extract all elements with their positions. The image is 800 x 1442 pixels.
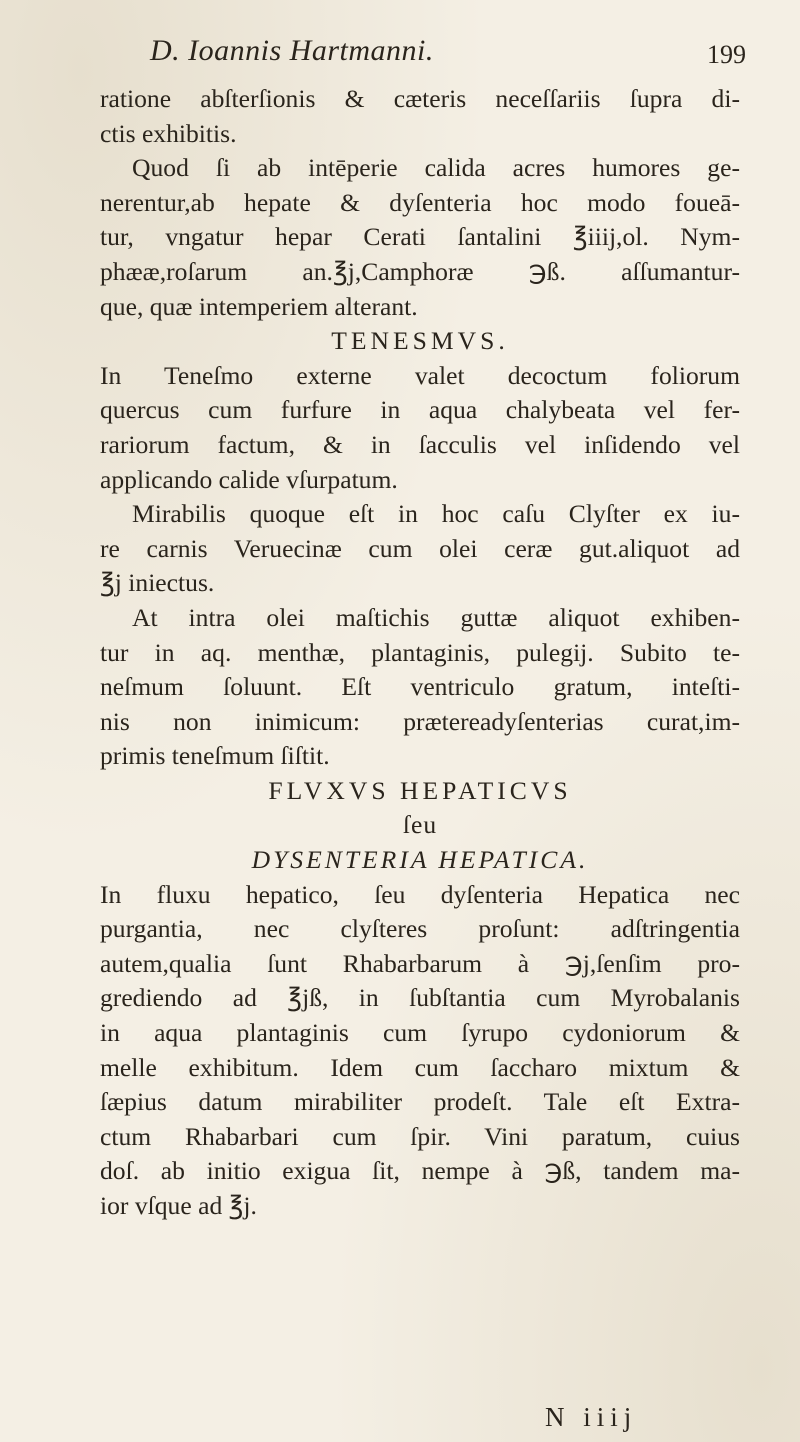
text-line: nerentur,ab hepate & dyſenteria hoc modo foueā- [100,187,740,217]
running-head: D. Ioannis Hartmanni. [150,34,434,67]
text-line: phææ,roſarum an.℥j,Camphoræ ℈ß. aſſumantur- [100,256,740,286]
section-heading-tenesmus: TENESMVS. [331,326,509,356]
text-line: rariorum factum, & in ſacculis vel inſidendo vel [100,429,740,459]
text-line: quercus cum furfure in aqua chalybeata vel fer- [100,395,740,425]
text-line: purgantia, nec clyſteres proſunt: adſtringentia [100,914,740,944]
text-line: At intra olei maſtichis guttæ aliquot exhiben- [132,602,740,632]
text-line: Quod ſi ab intēperie calida acres humores ge- [132,153,740,183]
text-line: primis teneſmum ſiſtit. [100,741,330,771]
text-line: ctis exhibitis. [100,118,237,148]
text-line: tur in aq. menthæ, plantaginis, pulegij. Subito te- [100,637,740,667]
signature-mark: N iiij [545,1402,638,1432]
text-line: neſmum ſoluunt. Eſt ventriculo gratum, inteſti- [100,672,740,702]
text-line: In Teneſmo externe valet decoctum foliorum [100,360,740,390]
text-line: autem,qualia ſunt Rhabarbarum à ℈j,ſenſim pro- [100,948,740,978]
text-line: Mirabilis quoque eſt in hoc caſu Clyſter ex iu- [132,499,740,529]
section-heading-dysenteria: DYSENTERIA HEPATICA. [251,845,589,875]
text-line: grediendo ad ℥jß, in ſubſtantia cum Myrobalanis [100,983,740,1013]
text-line: In fluxu hepatico, ſeu dyſenteria Hepatica nec [100,879,740,909]
text-line: ℥j iniectus. [100,568,215,598]
text-line: ratione abſterſionis & cæteris neceſſariis ſupra di- [100,84,740,113]
text-line: ctum Rhabarbari cum ſpir. Vini paratum, cuius [100,1121,740,1151]
text-line: nis non inimicum: prætereadyſenterias curat,im- [100,706,740,736]
page-header [150,34,746,74]
text-line: melle exhibitum. Idem cum ſaccharo mixtum & [100,1052,740,1082]
text-line: applicando calide vſurpatum. [100,464,398,494]
text-line: re carnis Veruecinæ cum olei ceræ gut.aliquot ad [100,533,740,563]
section-heading-fluxus: FLVXVS HEPATICVS [268,775,572,805]
body-text [100,82,740,1224]
page-number: 199 [707,40,746,69]
text-line: doſ. ab initio exigua ſit, nempe à ℈ß, tandem ma- [100,1156,740,1186]
text-line: in aqua plantaginis cum ſyrupo cydoniorum & [100,1018,740,1048]
text-line: ſæpius datum mirabiliter prodeſt. Tale eſt Extra- [100,1087,740,1117]
text-line: que, quæ intemperiem alterant. [100,291,418,321]
text-line: tur, vngatur hepar Cerati ſantalini ℥iiij,ol. Nym- [100,222,740,252]
text-line: ior vſque ad ℥j. [100,1191,257,1220]
section-heading-seu: ſeu [402,810,438,840]
